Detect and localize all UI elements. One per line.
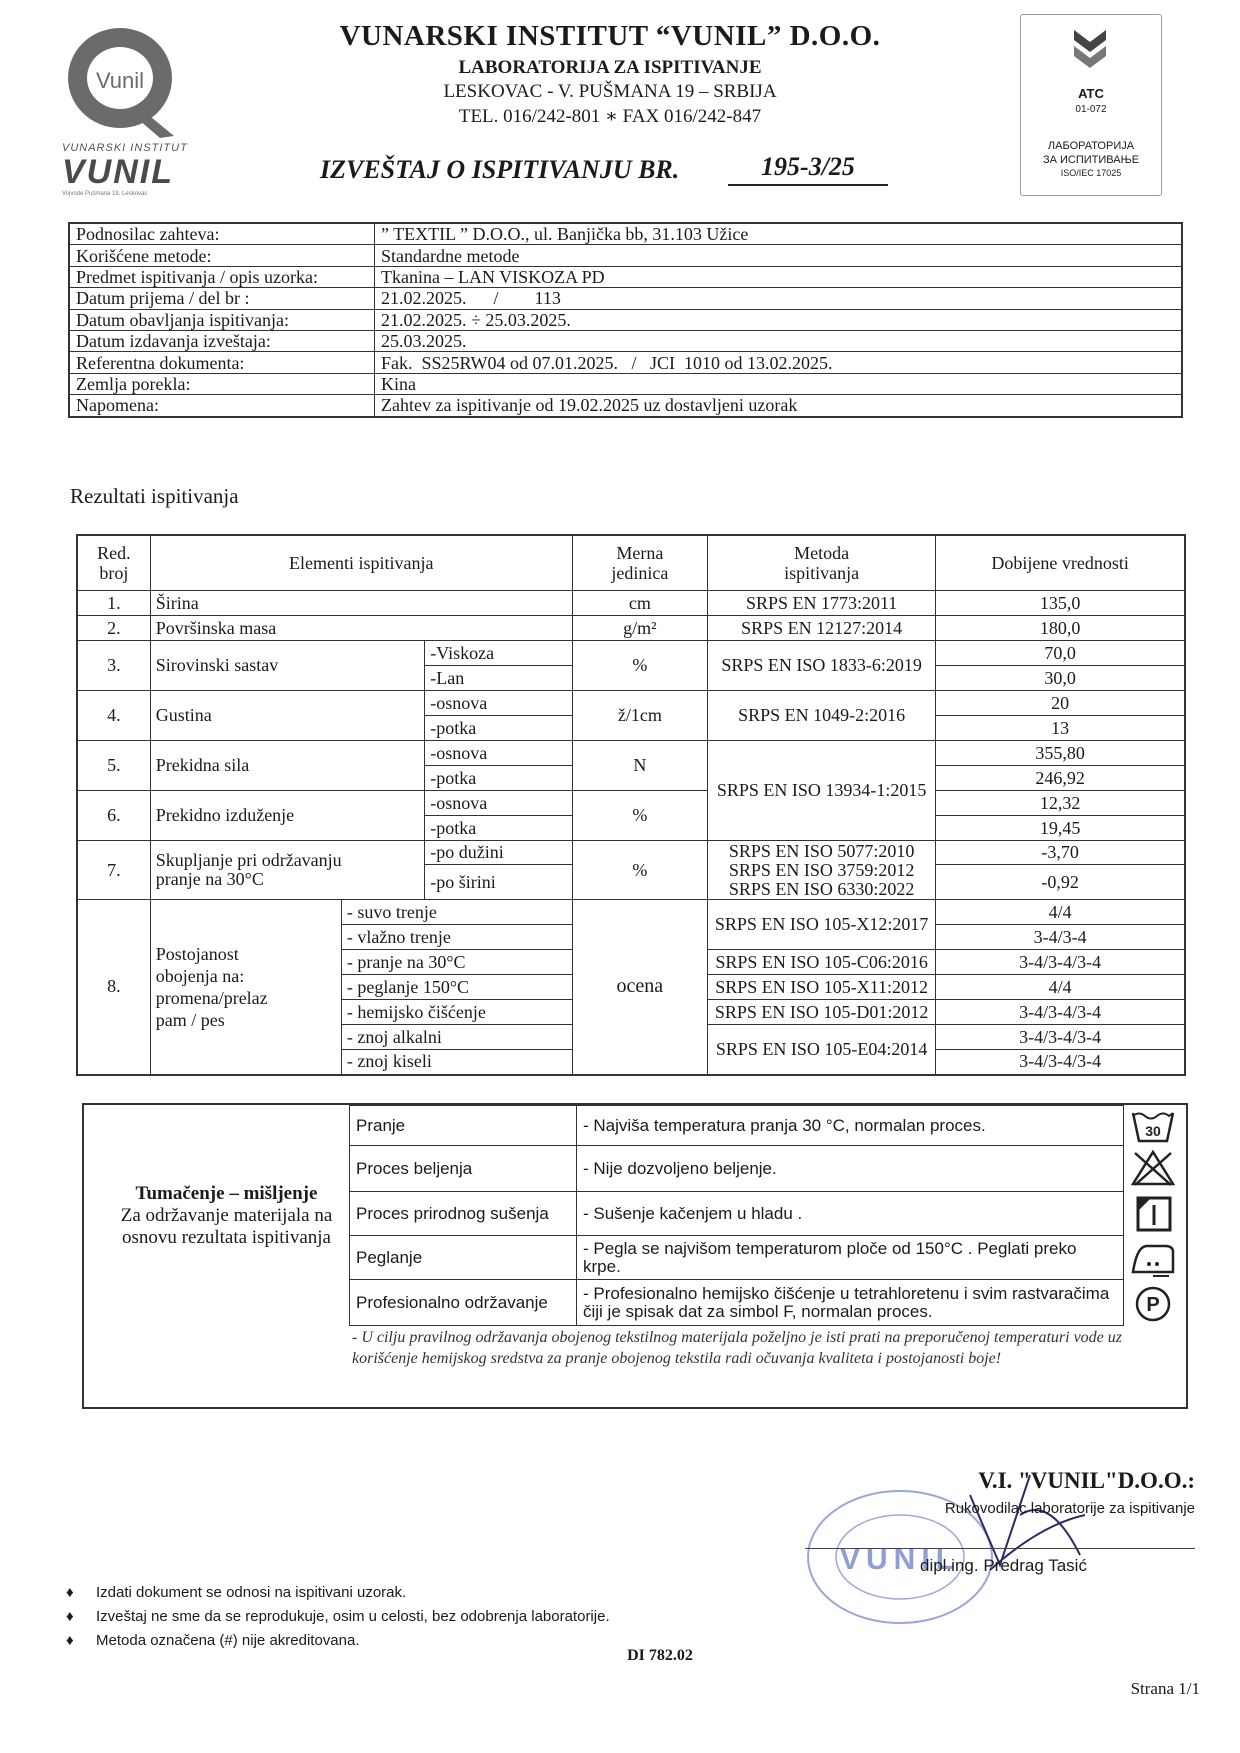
info-label: Referentna dokumenta:: [69, 352, 375, 373]
row-subelement: - znoj kiseli: [341, 1050, 572, 1075]
care-label: Proces prirodnog sušenja: [350, 1192, 577, 1236]
info-value: Kina: [375, 373, 1183, 394]
results-heading: Rezultati ispitivanja: [70, 484, 239, 508]
row-subelement: -po dužini: [425, 841, 572, 865]
info-value: Standardne metode: [375, 245, 1183, 266]
row-subelement: -Lan: [425, 666, 572, 691]
footer-note: ♦ Izdati dokument se odnosi na ispitivani uzorak.: [66, 1584, 407, 1601]
row-subelement: - znoj alkalni: [341, 1025, 572, 1050]
header-value: Dobijene vrednosti: [936, 535, 1185, 591]
row-method: SRPS EN ISO 105-X12:2017: [707, 900, 935, 950]
wash-temperature: 30: [1145, 1123, 1161, 1139]
stamp-text: VUNIL: [840, 1543, 960, 1576]
row-number: 1.: [77, 591, 150, 616]
row-number: 7.: [77, 841, 150, 900]
row-value: 20: [936, 691, 1185, 716]
row-method: SRPS EN 1773:2011: [707, 591, 935, 616]
signature-line: [805, 1548, 1195, 1549]
header-row-number: Red. broj: [77, 535, 150, 591]
row-subelement: - peglanje 150°C: [341, 975, 572, 1000]
row-value: 3-4/3-4/3-4: [936, 1000, 1185, 1025]
table-row: [77, 591, 1185, 616]
care-row: [350, 1280, 1124, 1326]
row-method: SRPS EN 12127:2014: [707, 616, 935, 641]
footer-note: ♦ Izveštaj ne sme da se reprodukuje, osim u celosti, bez odobrenja laboratorije.: [66, 1608, 610, 1625]
header-unit: Merna jedinica: [572, 535, 707, 591]
row-value: 3-4/3-4/3-4: [936, 950, 1185, 975]
info-label: Datum obavljanja ispitivanja:: [69, 309, 375, 330]
no-bleach-icon: [1129, 1149, 1177, 1187]
row-subelement: - pranje na 30°C: [341, 950, 572, 975]
row-subelement: -potka: [425, 716, 572, 741]
row-value: 19,45: [936, 816, 1185, 841]
info-label: Predmet ispitivanja / opis uzorka:: [69, 266, 375, 287]
info-row: [69, 309, 1182, 330]
care-label: Proces beljenja: [350, 1146, 577, 1192]
care-text: - Najviša temperatura pranja 30 °C, normalan proces.: [577, 1106, 1124, 1146]
table-row: [77, 641, 1185, 666]
logo-institute-text: VUNARSKI INSTITUT: [62, 142, 188, 154]
iron-icon: [1129, 1240, 1177, 1278]
care-text: - Nije dozvoljeno beljenje.: [577, 1146, 1124, 1192]
info-row: [69, 245, 1182, 266]
care-row: [350, 1146, 1124, 1192]
info-label: Korišćene metode:: [69, 245, 375, 266]
interpretation-subtitle: Za održavanje materijala na osnovu rezultata ispitivanja: [120, 1205, 333, 1248]
header-method: Metoda ispitivanja: [707, 535, 935, 591]
signature-name: dipl.ing. Predrag Tasić: [920, 1556, 1087, 1575]
row-method: SRPS EN ISO 105-X11:2012: [707, 975, 935, 1000]
wash-30-icon: [1129, 1107, 1177, 1145]
row-element: Gustina: [150, 691, 425, 741]
row-unit: cm: [572, 591, 707, 616]
care-label: Profesionalno održavanje: [350, 1280, 577, 1326]
interpretation-box: [82, 1103, 1188, 1409]
info-row: [69, 288, 1182, 309]
row-subelement: -osnova: [425, 791, 572, 816]
row-number: 2.: [77, 616, 150, 641]
row-method: SRPS EN ISO 1833-6:2019: [707, 641, 935, 691]
care-row: [350, 1192, 1124, 1236]
info-row: [69, 352, 1182, 373]
table-row: [77, 616, 1185, 641]
row-subelement: - vlažno trenje: [341, 925, 572, 950]
care-row: [350, 1236, 1124, 1280]
row-number: 6.: [77, 791, 150, 841]
info-value: Zahtev za ispitivanje od 19.02.2025 uz dostavljeni uzorak: [375, 395, 1183, 417]
row-subelement: -potka: [425, 816, 572, 841]
row-value: 180,0: [936, 616, 1185, 641]
row-unit: N: [572, 741, 707, 791]
row-subelement: -osnova: [425, 741, 572, 766]
info-row: [69, 373, 1182, 394]
row-unit: ž/1cm: [572, 691, 707, 741]
row-method: SRPS EN ISO 13934-1:2015: [707, 741, 935, 841]
signature-company: V.I. "VUNIL"D.O.O.:: [978, 1468, 1195, 1493]
logo-brand-text: VUNIL: [62, 153, 174, 191]
line-dry-shade-icon: [1129, 1195, 1177, 1233]
row-value: 355,80: [936, 741, 1185, 766]
row-element: Prekidna sila: [150, 741, 425, 791]
row-number: 4.: [77, 691, 150, 741]
row-unit: ocena: [572, 900, 707, 1075]
care-label: Pranje: [350, 1106, 577, 1146]
info-row: [69, 330, 1182, 351]
row-value: -0,92: [936, 865, 1185, 900]
row-value: 135,0: [936, 591, 1185, 616]
row-element: Skupljanje pri održavanju pranje na 30°C: [150, 841, 425, 900]
row-unit: %: [572, 841, 707, 900]
footer-note: ♦ Metoda označena (#) nije akreditovana.: [66, 1632, 360, 1649]
table-row: [77, 841, 1185, 865]
info-label: Napomena:: [69, 395, 375, 417]
row-value: 70,0: [936, 641, 1185, 666]
info-row: [69, 266, 1182, 287]
row-value: 30,0: [936, 666, 1185, 691]
dry-clean-letter: P: [1146, 1294, 1160, 1316]
info-value: Tkanina – LAN VISKOZA PD: [375, 266, 1183, 287]
row-method: SRPS EN 1049-2:2016: [707, 691, 935, 741]
institute-phone: TEL. 016/242-801 ∗ FAX 016/242-847: [458, 106, 762, 127]
accreditation-number: 01-072: [1075, 104, 1107, 115]
header-element: Elementi ispitivanja: [150, 535, 572, 591]
care-row: [350, 1106, 1124, 1146]
info-value: ” TEXTIL ” D.O.O., ul. Banjička bb, 31.103 Užice: [375, 223, 1183, 245]
row-element: Širina: [150, 591, 572, 616]
row-subelement: - suvo trenje: [341, 900, 572, 925]
info-row: [69, 395, 1182, 417]
accreditation-line-1: ЛАБОРАТОРИЈА: [1047, 140, 1135, 152]
info-value: 21.02.2025. / 113: [375, 288, 1183, 309]
row-value: 3-4/3-4/3-4: [936, 1050, 1185, 1075]
results-header-row: [77, 535, 1185, 591]
info-label: Podnosilac zahteva:: [69, 223, 375, 245]
document-id: DI 782.02: [627, 1647, 693, 1664]
row-element: Sirovinski sastav: [150, 641, 425, 691]
row-element: Postojanost obojenja na: promena/prelaz pam / pes: [150, 900, 341, 1075]
care-text: - Sušenje kačenjem u hladu .: [577, 1192, 1124, 1236]
row-value: 4/4: [936, 900, 1185, 925]
table-row: [77, 741, 1185, 766]
info-row: [69, 223, 1182, 245]
interpretation-title: Tumačenje – mišljenje: [135, 1183, 318, 1204]
institute-name: VUNARSKI INSTITUT “VUNIL” D.O.O.: [339, 20, 881, 52]
results-table: [76, 534, 1186, 1076]
table-row: [77, 900, 1185, 925]
info-value: 25.03.2025.: [375, 330, 1183, 351]
table-row: [77, 791, 1185, 816]
row-value: 13: [936, 716, 1185, 741]
logo-address-text: Vojvode Pušmana 19, Leskovac: [62, 191, 148, 197]
report-number: 195-3/25: [728, 152, 888, 186]
row-unit: g/m²: [572, 616, 707, 641]
report-title: IZVEŠTAJ O ISPITIVANJU BR.: [320, 155, 680, 184]
row-number: 5.: [77, 741, 150, 791]
care-note: - U cilju pravilnog održavanja obojenog tekstilnog materijala poželjno je isti prati na preporučenoj temperaturi vode uz korišćenje hemijskog sredstva za pranje obojenog tekstila radi očuvanja kvaliteta i postojanosti boje!: [352, 1329, 1122, 1367]
atc-logo-icon: [1068, 26, 1112, 76]
row-subelement: - hemijsko čišćenje: [341, 1000, 572, 1025]
row-value: 3-4/3-4: [936, 925, 1185, 950]
dry-clean-p-icon: [1129, 1285, 1177, 1323]
row-value: 3-4/3-4/3-4: [936, 1025, 1185, 1050]
row-method: SRPS EN ISO 105-D01:2012: [707, 1000, 935, 1025]
care-table: [349, 1105, 1124, 1326]
row-value: 246,92: [936, 766, 1185, 791]
request-info-table: [68, 222, 1183, 418]
signature-role: Rukovodilac laboratorije za ispitivanje: [944, 1500, 1195, 1517]
table-row: [77, 691, 1185, 716]
row-number: 8.: [77, 900, 150, 1075]
info-label: Zemlja porekla:: [69, 373, 375, 394]
row-subelement: -po širini: [425, 865, 572, 900]
row-method: SRPS EN ISO 105-E04:2014: [707, 1025, 935, 1075]
institute-address: LESKOVAC - V. PUŠMANA 19 – SRBIJA: [443, 81, 777, 102]
accreditation-standard: ISO/IEC 17025: [1060, 168, 1122, 178]
vunil-logo: [62, 20, 182, 140]
row-subelement: -potka: [425, 766, 572, 791]
row-method: SRPS EN ISO 5077:2010 SRPS EN ISO 3759:2012 SRPS EN ISO 6330:2022: [707, 841, 935, 900]
logo-q-text: Vunil: [95, 68, 145, 93]
care-label: Peglanje: [350, 1236, 577, 1280]
row-unit: %: [572, 641, 707, 691]
info-label: Datum izdavanja izveštaja:: [69, 330, 375, 351]
info-label: Datum prijema / del br :: [69, 288, 375, 309]
row-value: -3,70: [936, 841, 1185, 865]
row-element: Prekidno izduženje: [150, 791, 425, 841]
row-subelement: -Viskoza: [425, 641, 572, 666]
row-subelement: -osnova: [425, 691, 572, 716]
info-value: 21.02.2025. ÷ 25.03.2025.: [375, 309, 1183, 330]
row-value: 12,32: [936, 791, 1185, 816]
info-value: Fak. SS25RW04 od 07.01.2025. / JCI 1010 od 13.02.2025.: [375, 352, 1183, 373]
accreditation-line-2: ЗА ИСПИТИВАЊЕ: [1042, 154, 1140, 166]
accreditation-name: ATC: [1078, 86, 1104, 101]
row-element: Površinska masa: [150, 616, 572, 641]
page-number: Strana 1/1: [1130, 1679, 1200, 1698]
care-text: - Profesionalno hemijsko čišćenje u tetrahloretenu i svim rastvaračima čiji je spisak dat za simbol F, normalan proces.: [577, 1280, 1124, 1326]
row-unit: %: [572, 791, 707, 841]
care-text: - Pegla se najvišom temperaturom ploče od 150°C . Peglati preko krpe.: [577, 1236, 1124, 1280]
row-number: 3.: [77, 641, 150, 691]
row-method: SRPS EN ISO 105-C06:2016: [707, 950, 935, 975]
row-value: 4/4: [936, 975, 1185, 1000]
laboratory-name: LABORATORIJA ZA ISPITIVANJE: [458, 57, 762, 78]
